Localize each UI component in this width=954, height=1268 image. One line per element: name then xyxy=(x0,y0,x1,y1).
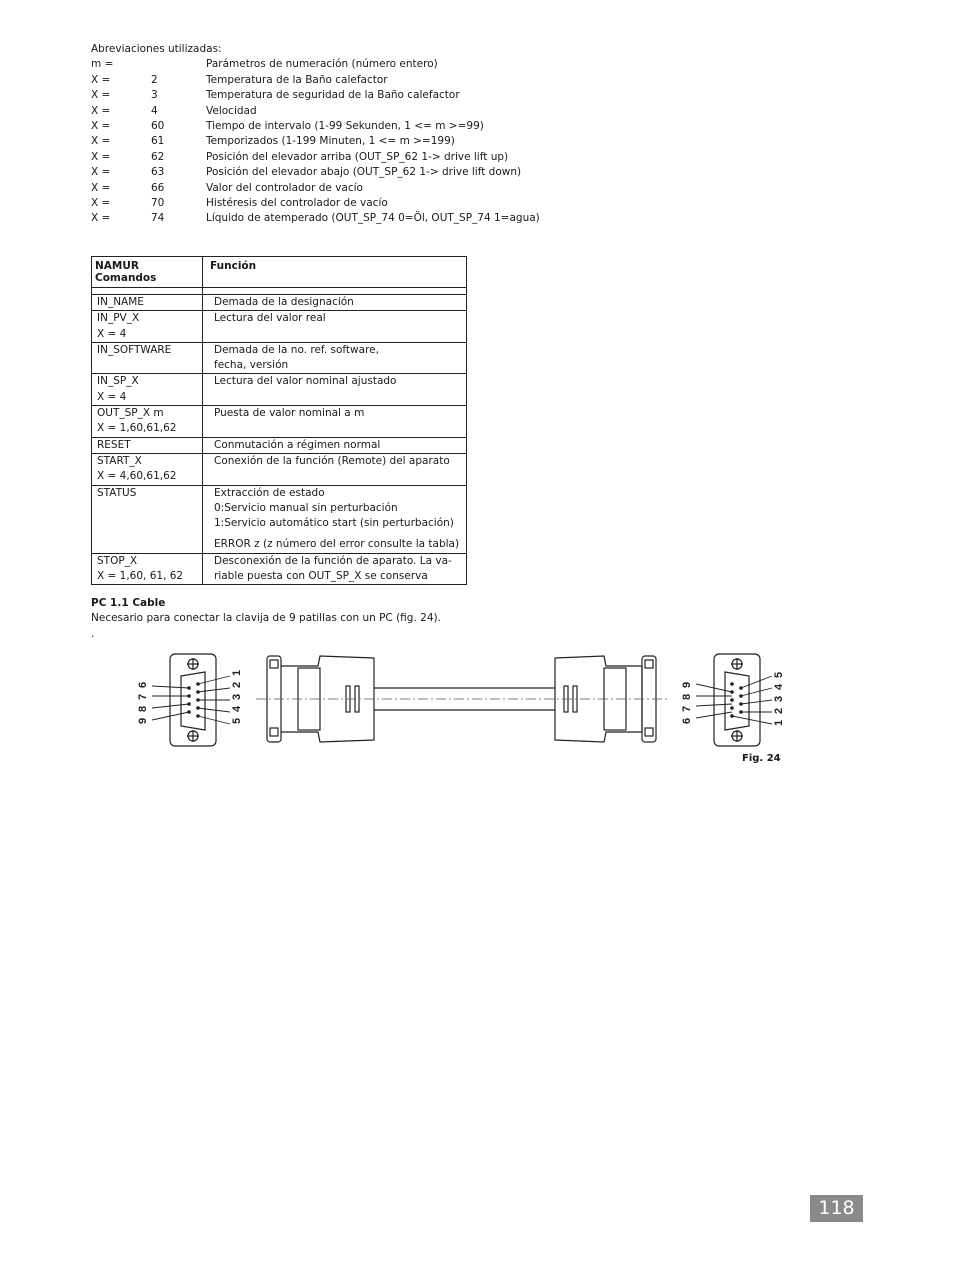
abbreviation-key: X = xyxy=(91,166,111,179)
pin-label: 5 xyxy=(231,717,243,724)
table-row xyxy=(92,295,467,311)
pin-label: 6 xyxy=(137,681,149,688)
abbreviation-row xyxy=(91,134,540,149)
command-text: X = 4 xyxy=(97,390,127,403)
abbreviation-row xyxy=(91,211,540,226)
abbreviation-row xyxy=(91,104,540,119)
abbreviation-number: 60 xyxy=(151,119,165,132)
command-cell xyxy=(92,485,203,553)
function-cell xyxy=(203,374,467,406)
function-text: Conexión de la función (Remote) del aparato xyxy=(214,454,450,467)
pin-label: 4 xyxy=(773,683,785,690)
abbreviation-row xyxy=(91,88,540,103)
abbreviation-number xyxy=(151,57,206,72)
namur-commands-table xyxy=(91,256,467,585)
table-row xyxy=(92,485,467,553)
table-row xyxy=(92,374,467,406)
command-text: IN_SP_X xyxy=(97,375,139,388)
abbreviation-key: X = xyxy=(91,135,111,148)
right-pins xyxy=(730,682,743,718)
pin-label: 4 xyxy=(231,705,243,712)
function-text: Puesta de valor nominal a m xyxy=(214,407,365,420)
command-cell xyxy=(92,311,203,343)
abbreviation-number: 62 xyxy=(151,150,165,163)
function-text: 1:Servicio automático start (sin perturbación) xyxy=(214,517,454,530)
pin-label: 6 xyxy=(681,717,693,724)
command-cell xyxy=(92,342,203,374)
command-cell xyxy=(92,295,203,311)
abbreviation-description: Velocidad xyxy=(206,104,257,117)
function-cell xyxy=(203,437,467,453)
pin-label: 8 xyxy=(681,693,693,700)
figure-caption: Fig. 24 xyxy=(742,753,781,764)
abbreviations-title: Abreviaciones utilizadas: xyxy=(91,43,222,55)
command-cell xyxy=(92,553,203,585)
abbreviation-key: X = xyxy=(91,104,111,117)
function-text: Desconexión de la función de aparato. La va- xyxy=(214,554,452,567)
abbreviation-number: 61 xyxy=(151,135,165,148)
command-text: START_X xyxy=(97,454,142,467)
command-text: X = 4 xyxy=(97,327,127,340)
abbreviation-description: Valor del controlador de vacío xyxy=(206,181,363,194)
command-cell xyxy=(92,453,203,485)
abbreviation-key: X = xyxy=(91,119,111,132)
command-cell xyxy=(92,406,203,438)
function-text: Demada de la designación xyxy=(214,296,354,308)
command-text: STOP_X xyxy=(97,554,138,567)
left-pin-leaders xyxy=(152,676,230,724)
command-text: STATUS xyxy=(97,486,137,499)
command-text: X = 4,60,61,62 xyxy=(97,470,177,483)
right-connector-face xyxy=(714,654,760,746)
function-cell xyxy=(203,342,467,374)
pin-label: 9 xyxy=(137,717,149,724)
pin-label: 7 xyxy=(681,705,693,712)
function-text: ERROR z (z número del error consulte la tabla) xyxy=(214,538,460,551)
pin-label: 5 xyxy=(773,671,785,678)
abbreviation-row xyxy=(91,119,540,134)
table-row xyxy=(92,311,467,343)
pin-label: 9 xyxy=(681,681,693,688)
cable-diagram xyxy=(130,648,790,748)
command-text: X = 1,60, 61, 62 xyxy=(97,570,184,583)
table-row xyxy=(92,437,467,453)
abbreviation-key: m = xyxy=(91,58,114,71)
pin-label: 8 xyxy=(137,705,149,712)
function-text: riable puesta con OUT_SP_X se conserva xyxy=(214,570,428,583)
pin-label: 3 xyxy=(231,693,243,700)
table-row xyxy=(92,342,467,374)
abbreviation-description: Temporizados (1-199 Minuten, 1 <= m >=199) xyxy=(206,135,455,148)
function-cell xyxy=(203,311,467,343)
abbreviation-number: 3 xyxy=(151,89,158,102)
function-text: Extracción de estado xyxy=(214,486,325,499)
command-cell xyxy=(92,374,203,406)
abbreviation-row xyxy=(91,165,540,180)
cable-title: PC 1.1 Cable xyxy=(91,597,166,609)
table-row xyxy=(92,406,467,438)
function-text: fecha, versión xyxy=(214,359,289,372)
pin-label: 2 xyxy=(231,681,243,688)
left-pins xyxy=(187,682,200,718)
abbreviation-number: 4 xyxy=(151,104,158,117)
abbreviation-description: Histéresis del controlador de vacío xyxy=(206,196,388,209)
abbreviation-description: Temperatura de la Baño calefactor xyxy=(206,73,388,86)
abbreviation-description: Posición del elevador arriba (OUT_SP_62 1-> drive lift up) xyxy=(206,150,509,163)
command-text: X = 1,60,61,62 xyxy=(97,422,177,435)
pin-label: 7 xyxy=(137,693,149,700)
command-cell xyxy=(92,437,203,453)
abbreviation-key: X = xyxy=(91,196,111,209)
function-cell xyxy=(203,553,467,585)
table-row xyxy=(92,553,467,585)
table-row xyxy=(92,453,467,485)
function-cell xyxy=(203,295,467,311)
pin-label: 2 xyxy=(773,707,785,714)
function-text: Lectura del valor real xyxy=(214,312,326,325)
pin-label: 1 xyxy=(231,669,243,676)
abbreviation-number: 66 xyxy=(151,181,165,194)
abbreviation-number: 74 xyxy=(151,212,165,225)
abbreviation-description: Posición del elevador abajo (OUT_SP_62 1-> drive lift down) xyxy=(206,166,522,179)
abbreviation-description: Tiempo de intervalo (1-99 Sekunden, 1 <= m >=99) xyxy=(206,119,484,132)
abbreviation-row xyxy=(91,57,540,72)
abbreviation-row xyxy=(91,73,540,88)
abbreviation-key: X = xyxy=(91,73,111,86)
abbreviation-row xyxy=(91,196,540,211)
abbreviations-list xyxy=(91,42,540,227)
abbreviation-row xyxy=(91,181,540,196)
function-cell xyxy=(203,485,467,553)
abbreviation-key: X = xyxy=(91,150,111,163)
page-number: 118 xyxy=(810,1195,863,1222)
abbreviation-row xyxy=(91,150,540,165)
function-text: Conmutación a régimen normal xyxy=(214,438,381,451)
command-text: OUT_SP_X m xyxy=(97,407,164,420)
stray-dot: . xyxy=(91,628,95,640)
cable-description: Necesario para conectar la clavija de 9 patillas con un PC (fig. 24). xyxy=(91,612,441,624)
command-text: RESET xyxy=(97,438,131,451)
abbreviation-number: 2 xyxy=(151,73,158,86)
function-text: 0:Servicio manual sin perturbación xyxy=(214,501,398,514)
function-text: Lectura del valor nominal ajustado xyxy=(214,375,397,388)
abbreviation-key: X = xyxy=(91,181,111,194)
command-text: IN_PV_X xyxy=(97,312,140,325)
function-cell xyxy=(203,453,467,485)
pin-label: 1 xyxy=(773,719,785,726)
abbreviation-number: 63 xyxy=(151,166,165,179)
abbreviation-number: 70 xyxy=(151,196,165,209)
command-text: IN_NAME xyxy=(97,296,144,308)
abbreviation-description: Líquido de atemperado (OUT_SP_74 0=Öl, OUT_SP_74 1=agua) xyxy=(206,212,540,225)
command-text: IN_SOFTWARE xyxy=(97,343,172,356)
table-header-function: Función xyxy=(203,257,467,288)
abbreviation-key: X = xyxy=(91,212,111,225)
abbreviation-description: Parámetros de numeración (número entero) xyxy=(206,58,438,71)
table-header-commands: NAMUR Comandos xyxy=(92,257,203,288)
abbreviation-description: Temperatura de seguridad de la Baño calefactor xyxy=(206,89,460,102)
function-text: Demada de la no. ref. software, xyxy=(214,343,379,356)
pin-label: 3 xyxy=(773,695,785,702)
function-cell xyxy=(203,406,467,438)
abbreviation-key: X = xyxy=(91,89,111,102)
